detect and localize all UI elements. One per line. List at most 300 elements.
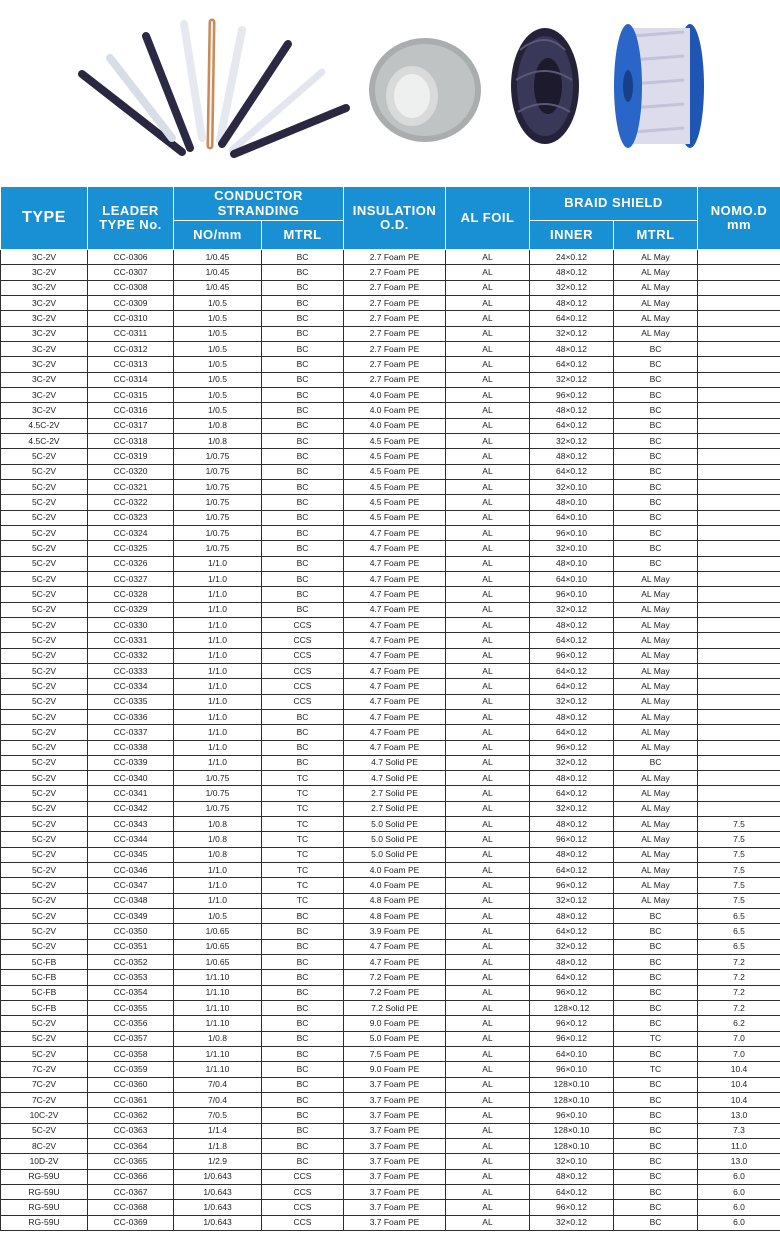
cell-leader-type-no: CC-0325 — [88, 541, 174, 556]
cell-nomo-d — [698, 525, 780, 540]
cell-no-mm: 1/0.5 — [174, 295, 262, 310]
cell-leader-type-no: CC-0345 — [88, 847, 174, 862]
cell-no-mm: 1/1.10 — [174, 970, 262, 985]
cell-nomo-d: 7.0 — [698, 1047, 780, 1062]
table-row — [1, 602, 780, 617]
cell-al-foil: AL — [446, 617, 530, 632]
cell-braid-mtrl: BC — [614, 357, 698, 372]
table-row — [1, 1062, 780, 1077]
table-row — [1, 663, 780, 678]
cell-braid-mtrl: BC — [614, 939, 698, 954]
table-row — [1, 709, 780, 724]
cell-braid-mtrl: AL May — [614, 633, 698, 648]
cell-insulation-od: 4.5 Foam PE — [344, 464, 446, 479]
cell-insulation-od: 2.7 Solid PE — [344, 786, 446, 801]
table-row — [1, 372, 780, 387]
cell-braid-mtrl: AL May — [614, 326, 698, 341]
product-photos — [0, 0, 780, 186]
cell-braid-mtrl: BC — [614, 1154, 698, 1169]
cell-no-mm: 1/1.0 — [174, 863, 262, 878]
cell-braid-mtrl: BC — [614, 1077, 698, 1092]
cell-al-foil: AL — [446, 817, 530, 832]
cell-no-mm: 1/1.0 — [174, 648, 262, 663]
cell-no-mm: 1/1.0 — [174, 755, 262, 770]
cell-conductor-mtrl: CCS — [262, 617, 344, 632]
cell-insulation-od: 2.7 Foam PE — [344, 372, 446, 387]
cell-braid-inner: 64×0.12 — [530, 786, 614, 801]
cell-type: 3C-2V — [1, 341, 88, 356]
header-no-mm: NO/mm — [174, 221, 262, 250]
cell-type: 5C-2V — [1, 847, 88, 862]
cell-no-mm: 1/0.45 — [174, 280, 262, 295]
cell-braid-inner: 96×0.10 — [530, 1062, 614, 1077]
table-row — [1, 587, 780, 602]
cell-nomo-d — [698, 679, 780, 694]
cell-braid-mtrl: AL May — [614, 571, 698, 586]
cell-leader-type-no: CC-0356 — [88, 1016, 174, 1031]
cell-conductor-mtrl: BC — [262, 372, 344, 387]
cell-leader-type-no: CC-0339 — [88, 755, 174, 770]
cell-braid-inner: 96×0.12 — [530, 832, 614, 847]
cell-type: 5C-2V — [1, 1016, 88, 1031]
table-row — [1, 878, 780, 893]
cell-type: 3C-2V — [1, 280, 88, 295]
cell-conductor-mtrl: TC — [262, 893, 344, 908]
table-row — [1, 433, 780, 448]
cell-type: 5C-2V — [1, 878, 88, 893]
cell-conductor-mtrl: BC — [262, 1062, 344, 1077]
cell-braid-mtrl: AL May — [614, 847, 698, 862]
table-header — [1, 187, 780, 250]
cable-spec-table — [0, 186, 780, 1231]
cell-type: 5C-2V — [1, 740, 88, 755]
cell-leader-type-no: CC-0309 — [88, 295, 174, 310]
cell-braid-inner: 96×0.12 — [530, 985, 614, 1000]
cell-type: 10C-2V — [1, 1108, 88, 1123]
cell-al-foil: AL — [446, 571, 530, 586]
table-row — [1, 1185, 780, 1200]
cell-nomo-d — [698, 449, 780, 464]
table-row — [1, 786, 780, 801]
header-braid-inner: INNER — [530, 221, 614, 250]
cell-type: 5C-2V — [1, 801, 88, 816]
cell-braid-mtrl: AL May — [614, 771, 698, 786]
cell-nomo-d — [698, 771, 780, 786]
cell-leader-type-no: CC-0355 — [88, 1001, 174, 1016]
cell-braid-mtrl: BC — [614, 1016, 698, 1031]
cell-nomo-d: 7.2 — [698, 985, 780, 1000]
cell-braid-mtrl: BC — [614, 1001, 698, 1016]
cell-conductor-mtrl: BC — [262, 541, 344, 556]
table-row — [1, 1047, 780, 1062]
cell-insulation-od: 4.5 Foam PE — [344, 479, 446, 494]
table-row — [1, 1016, 780, 1031]
cell-nomo-d: 7.5 — [698, 863, 780, 878]
cell-insulation-od: 4.7 Foam PE — [344, 617, 446, 632]
cell-braid-inner: 96×0.12 — [530, 1016, 614, 1031]
cell-leader-type-no: CC-0331 — [88, 633, 174, 648]
cell-conductor-mtrl: BC — [262, 1154, 344, 1169]
cell-insulation-od: 4.5 Foam PE — [344, 495, 446, 510]
cell-conductor-mtrl: BC — [262, 387, 344, 402]
cell-insulation-od: 4.7 Foam PE — [344, 955, 446, 970]
cell-type: 5C-2V — [1, 709, 88, 724]
cell-no-mm: 1/0.65 — [174, 924, 262, 939]
cell-nomo-d: 6.2 — [698, 1016, 780, 1031]
white-cable-spool-image — [614, 24, 704, 148]
cell-no-mm: 1/0.8 — [174, 1031, 262, 1046]
cell-braid-mtrl: TC — [614, 1031, 698, 1046]
cell-insulation-od: 3.7 Foam PE — [344, 1215, 446, 1230]
cell-nomo-d — [698, 571, 780, 586]
cell-braid-inner: 96×0.10 — [530, 525, 614, 540]
cell-conductor-mtrl: BC — [262, 939, 344, 954]
cell-leader-type-no: CC-0357 — [88, 1031, 174, 1046]
cell-nomo-d — [698, 602, 780, 617]
cell-no-mm: 1/0.643 — [174, 1215, 262, 1230]
cell-nomo-d: 7.0 — [698, 1031, 780, 1046]
cell-no-mm: 1/1.0 — [174, 709, 262, 724]
cell-conductor-mtrl: CCS — [262, 679, 344, 694]
cell-al-foil: AL — [446, 909, 530, 924]
cell-braid-inner: 32×0.12 — [530, 893, 614, 908]
cell-nomo-d — [698, 541, 780, 556]
cell-type: 3C-2V — [1, 387, 88, 402]
cell-al-foil: AL — [446, 1169, 530, 1184]
header-conductor-mtrl: MTRL — [262, 221, 344, 250]
cell-conductor-mtrl: BC — [262, 1031, 344, 1046]
cell-al-foil: AL — [446, 924, 530, 939]
cell-leader-type-no: CC-0346 — [88, 863, 174, 878]
cell-al-foil: AL — [446, 1047, 530, 1062]
cell-conductor-mtrl: BC — [262, 709, 344, 724]
cell-no-mm: 1/0.45 — [174, 265, 262, 280]
cell-type: 5C-2V — [1, 449, 88, 464]
cell-al-foil: AL — [446, 755, 530, 770]
cell-type: 4.5C-2V — [1, 433, 88, 448]
cell-conductor-mtrl: CCS — [262, 1200, 344, 1215]
cell-leader-type-no: CC-0332 — [88, 648, 174, 663]
cell-nomo-d: 6.5 — [698, 939, 780, 954]
cell-nomo-d — [698, 510, 780, 525]
cell-leader-type-no: CC-0328 — [88, 587, 174, 602]
cell-conductor-mtrl: BC — [262, 449, 344, 464]
cell-type: 5C-2V — [1, 909, 88, 924]
cell-insulation-od: 3.7 Foam PE — [344, 1108, 446, 1123]
cell-no-mm: 1/1.10 — [174, 1016, 262, 1031]
cell-leader-type-no: CC-0340 — [88, 771, 174, 786]
cell-braid-inner: 32×0.12 — [530, 1215, 614, 1230]
header-braid-mtrl: MTRL — [614, 221, 698, 250]
cell-insulation-od: 3.7 Foam PE — [344, 1154, 446, 1169]
cell-no-mm: 1/1.10 — [174, 985, 262, 1000]
table-row — [1, 571, 780, 586]
cell-braid-inner: 64×0.12 — [530, 970, 614, 985]
cell-al-foil: AL — [446, 1093, 530, 1108]
cell-conductor-mtrl: CCS — [262, 633, 344, 648]
cell-leader-type-no: CC-0321 — [88, 479, 174, 494]
cell-leader-type-no: CC-0307 — [88, 265, 174, 280]
cell-conductor-mtrl: TC — [262, 801, 344, 816]
cell-no-mm: 1/0.75 — [174, 771, 262, 786]
table-row — [1, 847, 780, 862]
cell-nomo-d: 13.0 — [698, 1154, 780, 1169]
cell-braid-inner: 48×0.12 — [530, 909, 614, 924]
table-row — [1, 740, 780, 755]
table-row — [1, 863, 780, 878]
cell-al-foil: AL — [446, 878, 530, 893]
cell-braid-mtrl: AL May — [614, 817, 698, 832]
table-row — [1, 556, 780, 571]
cell-leader-type-no: CC-0333 — [88, 663, 174, 678]
cell-conductor-mtrl: BC — [262, 341, 344, 356]
cell-braid-inner: 96×0.12 — [530, 1200, 614, 1215]
cell-braid-mtrl: BC — [614, 1108, 698, 1123]
cell-braid-inner: 128×0.10 — [530, 1139, 614, 1154]
table-row — [1, 1108, 780, 1123]
cell-leader-type-no: CC-0363 — [88, 1123, 174, 1138]
cell-braid-inner: 64×0.12 — [530, 1185, 614, 1200]
table-row — [1, 495, 780, 510]
cell-braid-inner: 32×0.12 — [530, 326, 614, 341]
cell-leader-type-no: CC-0319 — [88, 449, 174, 464]
cell-nomo-d: 7.2 — [698, 970, 780, 985]
cell-al-foil: AL — [446, 495, 530, 510]
cell-insulation-od: 4.7 Foam PE — [344, 525, 446, 540]
cell-braid-inner: 32×0.12 — [530, 939, 614, 954]
cell-type: 5C-2V — [1, 464, 88, 479]
table-row — [1, 893, 780, 908]
cell-conductor-mtrl: BC — [262, 464, 344, 479]
cell-braid-inner: 64×0.10 — [530, 571, 614, 586]
cell-insulation-od: 5.0 Foam PE — [344, 1031, 446, 1046]
cell-braid-inner: 32×0.12 — [530, 694, 614, 709]
cell-nomo-d: 11.0 — [698, 1139, 780, 1154]
cell-al-foil: AL — [446, 525, 530, 540]
cell-al-foil: AL — [446, 740, 530, 755]
cell-al-foil: AL — [446, 955, 530, 970]
cell-insulation-od: 3.9 Foam PE — [344, 924, 446, 939]
cell-braid-inner: 128×0.10 — [530, 1093, 614, 1108]
cell-leader-type-no: CC-0323 — [88, 510, 174, 525]
cell-leader-type-no: CC-0317 — [88, 418, 174, 433]
cell-braid-inner: 64×0.12 — [530, 663, 614, 678]
cell-braid-inner: 32×0.12 — [530, 280, 614, 295]
cell-nomo-d — [698, 495, 780, 510]
header-leader-type: LEADER TYPE No. — [88, 187, 174, 250]
cell-type: 5C-2V — [1, 924, 88, 939]
cell-al-foil: AL — [446, 280, 530, 295]
cell-leader-type-no: CC-0344 — [88, 832, 174, 847]
cell-conductor-mtrl: TC — [262, 878, 344, 893]
cell-leader-type-no: CC-0366 — [88, 1169, 174, 1184]
table-row — [1, 265, 780, 280]
cell-insulation-od: 2.7 Foam PE — [344, 250, 446, 265]
cell-no-mm: 1/1.0 — [174, 893, 262, 908]
cell-type: 3C-2V — [1, 295, 88, 310]
cell-type: 7C-2V — [1, 1062, 88, 1077]
cell-insulation-od: 2.7 Foam PE — [344, 341, 446, 356]
cell-al-foil: AL — [446, 1185, 530, 1200]
cell-type: 5C-2V — [1, 786, 88, 801]
cell-nomo-d — [698, 801, 780, 816]
cell-type: 5C-FB — [1, 1001, 88, 1016]
cell-al-foil: AL — [446, 403, 530, 418]
cell-nomo-d: 7.5 — [698, 832, 780, 847]
cell-insulation-od: 3.7 Foam PE — [344, 1169, 446, 1184]
cell-nomo-d — [698, 725, 780, 740]
cell-leader-type-no: CC-0320 — [88, 464, 174, 479]
cell-type: 5C-2V — [1, 663, 88, 678]
cell-braid-mtrl: BC — [614, 755, 698, 770]
table-row — [1, 295, 780, 310]
cell-braid-inner: 128×0.10 — [530, 1123, 614, 1138]
cell-leader-type-no: CC-0337 — [88, 725, 174, 740]
cell-type: 10D-2V — [1, 1154, 88, 1169]
cell-leader-type-no: CC-0349 — [88, 909, 174, 924]
cell-insulation-od: 9.0 Foam PE — [344, 1062, 446, 1077]
header-braid-shield: BRAID SHIELD — [530, 187, 698, 221]
cell-type: 5C-2V — [1, 755, 88, 770]
cell-insulation-od: 4.7 Foam PE — [344, 648, 446, 663]
cell-braid-inner: 96×0.12 — [530, 878, 614, 893]
cell-braid-mtrl: BC — [614, 1200, 698, 1215]
table-row — [1, 694, 780, 709]
cell-insulation-od: 4.8 Foam PE — [344, 909, 446, 924]
cell-nomo-d — [698, 709, 780, 724]
cell-insulation-od: 5.0 Solid PE — [344, 847, 446, 862]
cell-leader-type-no: CC-0308 — [88, 280, 174, 295]
cell-no-mm: 1/0.5 — [174, 326, 262, 341]
cell-conductor-mtrl: TC — [262, 817, 344, 832]
cell-nomo-d: 7.2 — [698, 955, 780, 970]
cell-insulation-od: 4.0 Foam PE — [344, 403, 446, 418]
cell-braid-mtrl: BC — [614, 556, 698, 571]
cell-braid-inner: 96×0.12 — [530, 648, 614, 663]
cell-no-mm: 1/1.0 — [174, 740, 262, 755]
cell-nomo-d — [698, 617, 780, 632]
cell-nomo-d — [698, 250, 780, 265]
cell-insulation-od: 4.7 Foam PE — [344, 633, 446, 648]
cell-type: RG-59U — [1, 1185, 88, 1200]
cell-braid-inner: 64×0.12 — [530, 311, 614, 326]
cell-al-foil: AL — [446, 387, 530, 402]
cell-conductor-mtrl: CCS — [262, 648, 344, 663]
table-row — [1, 1031, 780, 1046]
cell-al-foil: AL — [446, 479, 530, 494]
cell-leader-type-no: CC-0365 — [88, 1154, 174, 1169]
cell-al-foil: AL — [446, 449, 530, 464]
cell-insulation-od: 4.7 Foam PE — [344, 694, 446, 709]
cell-leader-type-no: CC-0311 — [88, 326, 174, 341]
cell-braid-inner: 96×0.12 — [530, 740, 614, 755]
table-row — [1, 479, 780, 494]
cell-braid-mtrl: BC — [614, 510, 698, 525]
cell-conductor-mtrl: BC — [262, 1139, 344, 1154]
cell-braid-mtrl: AL May — [614, 311, 698, 326]
cell-al-foil: AL — [446, 265, 530, 280]
cell-braid-mtrl: AL May — [614, 648, 698, 663]
cell-insulation-od: 2.7 Foam PE — [344, 265, 446, 280]
cell-al-foil: AL — [446, 433, 530, 448]
cell-nomo-d — [698, 556, 780, 571]
cell-type: 5C-FB — [1, 955, 88, 970]
cell-type: 5C-2V — [1, 525, 88, 540]
cell-insulation-od: 2.7 Foam PE — [344, 357, 446, 372]
table-row — [1, 1215, 780, 1230]
cell-nomo-d — [698, 464, 780, 479]
cell-no-mm: 1/0.5 — [174, 311, 262, 326]
cell-al-foil: AL — [446, 326, 530, 341]
cell-al-foil: AL — [446, 786, 530, 801]
cell-insulation-od: 3.7 Foam PE — [344, 1200, 446, 1215]
cell-nomo-d: 7.5 — [698, 893, 780, 908]
cell-al-foil: AL — [446, 1016, 530, 1031]
cell-braid-mtrl: AL May — [614, 587, 698, 602]
cell-al-foil: AL — [446, 418, 530, 433]
cell-no-mm: 1/1.0 — [174, 679, 262, 694]
cell-nomo-d — [698, 295, 780, 310]
table-row — [1, 1169, 780, 1184]
cell-conductor-mtrl: BC — [262, 909, 344, 924]
cell-type: 5C-2V — [1, 587, 88, 602]
cell-type: 5C-2V — [1, 479, 88, 494]
cell-type: 3C-2V — [1, 250, 88, 265]
cell-braid-mtrl: AL May — [614, 617, 698, 632]
cell-insulation-od: 9.0 Foam PE — [344, 1016, 446, 1031]
cell-braid-inner: 64×0.12 — [530, 418, 614, 433]
cell-braid-mtrl: BC — [614, 449, 698, 464]
cell-nomo-d: 6.0 — [698, 1200, 780, 1215]
cell-al-foil: AL — [446, 694, 530, 709]
cell-conductor-mtrl: BC — [262, 265, 344, 280]
cell-no-mm: 1/0.5 — [174, 341, 262, 356]
cell-conductor-mtrl: BC — [262, 295, 344, 310]
cell-type: 5C-2V — [1, 510, 88, 525]
cell-braid-mtrl: BC — [614, 341, 698, 356]
cell-braid-mtrl: AL May — [614, 295, 698, 310]
cell-leader-type-no: CC-0318 — [88, 433, 174, 448]
cell-leader-type-no: CC-0316 — [88, 403, 174, 418]
cell-nomo-d: 7.2 — [698, 1001, 780, 1016]
cell-nomo-d — [698, 341, 780, 356]
table-row — [1, 909, 780, 924]
cell-type: 5C-2V — [1, 648, 88, 663]
cell-no-mm: 1/1.0 — [174, 633, 262, 648]
cell-braid-mtrl: BC — [614, 433, 698, 448]
header-nomo-d: NOMO.D mm — [698, 187, 780, 250]
cell-no-mm: 1/1.0 — [174, 556, 262, 571]
cell-no-mm: 1/2.9 — [174, 1154, 262, 1169]
cell-conductor-mtrl: BC — [262, 326, 344, 341]
cell-al-foil: AL — [446, 863, 530, 878]
cell-no-mm: 1/0.75 — [174, 479, 262, 494]
cell-braid-mtrl: BC — [614, 970, 698, 985]
cell-insulation-od: 4.7 Foam PE — [344, 725, 446, 740]
cell-type: 5C-2V — [1, 771, 88, 786]
cell-conductor-mtrl: BC — [262, 725, 344, 740]
header-insulation-od: INSULATION O.D. — [344, 187, 446, 250]
cell-nomo-d — [698, 357, 780, 372]
cell-braid-mtrl: AL May — [614, 602, 698, 617]
cell-no-mm: 1/0.75 — [174, 801, 262, 816]
cell-insulation-od: 2.7 Foam PE — [344, 326, 446, 341]
cell-type: RG-59U — [1, 1169, 88, 1184]
cell-no-mm: 1/0.65 — [174, 939, 262, 954]
cell-al-foil: AL — [446, 510, 530, 525]
cell-leader-type-no: CC-0347 — [88, 878, 174, 893]
cell-braid-inner: 32×0.10 — [530, 1154, 614, 1169]
